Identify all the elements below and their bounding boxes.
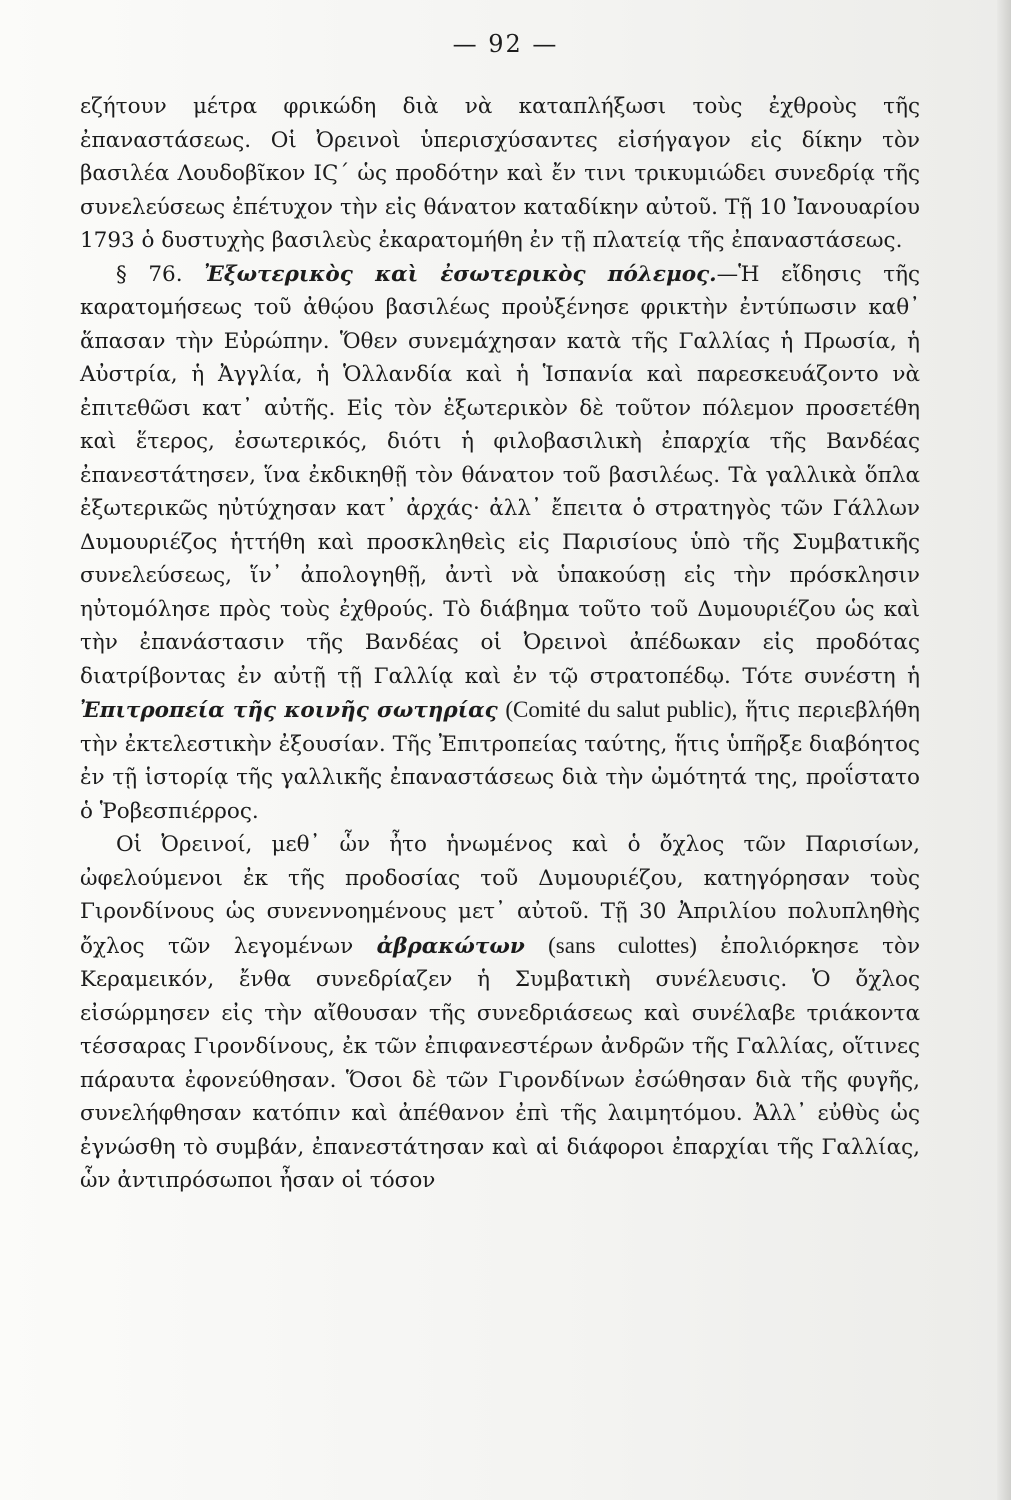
page-number: — 92 — <box>452 30 559 58</box>
section-number: § 76. <box>116 261 183 287</box>
sansculottes-french-term: (sans culottes) <box>548 932 697 958</box>
committee-french-term: (Comité du salut public), <box>505 697 738 722</box>
paragraph-3-text-a: Οἱ Ὀρεινοί, μεθ᾽ ὧν ἦτο ἡνωμένος καὶ ὁ ὄχλος τῶν Παρισίων, ὠφελούμενοι ἐκ τῆς προδοσίας τοῦ Δυμουριέζου, κατηγόρησαν τοὺς Γιρονδίνους ὡς συνεννοημένους μετ᾽ αὐτοῦ. Τῇ 30 Ἀπριλίου πολυπληθὴς ὄχλος τῶν λεγομένων <box>80 832 920 959</box>
paragraph-2-text-a: —Ἡ εἴδησις τῆς καρατομήσεως τοῦ ἀθῴου βασιλέως προὐξένησε φρικτὴν ἐντύπωσιν καθ᾽ ἅπασαν τὴν Εὐρώπην. Ὅθεν συνεμάχησαν κατὰ τῆς Γαλλίας ἡ Πρωσία, ἡ Αὐστρία, ἡ Ἀγγλία, ἡ Ὁλλανδία καὶ ἡ Ἱσπανία καὶ παρεσκευάζοντο νὰ ἐπιτεθῶσι κατ᾽ αὐτῆς. Εἰς τὸν ἐξωτερικὸν δὲ τοῦτον πόλεμον προσετέθη καὶ ἕτερος, ἐσωτερικός, διότι ἡ φιλοβασιλικὴ ἐπαρχία τῆς Βανδέας ἐπανεστάτησεν, ἵνα ἐκδικηθῇ τὸν θάνατον τοῦ βασιλέως. Τὰ γαλλικὰ ὅπλα ἐξωτερικῶς ηὐτύχησαν κατ᾽ ἀρχάς· ἀλλ᾽ ἔπειτα ὁ στρατηγὸς τῶν Γάλλων Δυμουριέζος ἡττήθη καὶ προσκληθεὶς εἰς Παρισίους ὑπὸ τῆς Συμβατικῆς συνελεύσεως, ἵν᾽ ἀπολογηθῇ, ἀντὶ νὰ ὑπακούσῃ εἰς τὴν πρόσκλησιν ηὐτομόλησε πρὸς τοὺς ἐχθρούς. Τὸ διάβημα τοῦτο τοῦ Δυμουριέζου ὡς καὶ τὴν ἐπανάστασιν τῆς Βανδέας οἱ Ὀρεινοὶ ἀπέδωκαν εἰς προδότας διατρίβοντας ἐν αὐτῇ τῇ Γαλλίᾳ καὶ ἐν τῷ στρατοπέδῳ. Τότε συνέστη ἡ <box>80 261 921 689</box>
body-text <box>80 90 920 1198</box>
paragraph-1: εζήτουν μέτρα φρικώδη διὰ νὰ καταπλήξωσι τοὺς ἐχθροὺς τῆς ἐπαναστάσεως. Οἱ Ὀρεινοὶ ὑπερισχύσαντες εἰσήγαγον εἰς δίκην τὸν βασιλέα Λουδοβῖκον ΙϚ΄ ὡς προδότην καὶ ἔν τινι τρικυμιώδει συνεδρίᾳ τῆς συνελεύσεως ἐπέτυχον τὴν εἰς θάνατον καταδίκην αὐτοῦ. Τῇ 10 Ἰανουαρίου 1793 ὁ δυστυχὴς βασιλεὺς ἐκαρατομήθη ἐν τῇ πλατείᾳ τῆς ἐπαναστάσεως. <box>80 94 920 253</box>
sansculottes-term: ἀβρακώτων <box>376 933 525 959</box>
section-heading: Ἐξωτερικὸς καὶ ἐσωτερικὸς πόλεμος. <box>204 261 717 287</box>
paragraph-3 <box>80 828 920 1198</box>
page-edge-shadow <box>997 0 1011 1500</box>
paragraph-2 <box>80 258 920 829</box>
paragraph-3-text-b: ἐπολιόρκησε τὸν Κεραμεικόν, ἔνθα συνεδρίαζεν ἡ Συμβατικὴ συνέλευσις. Ὁ ὄχλος εἰσώρμησεν εἰς τὴν αἴθουσαν τῆς συνεδριάσεως καὶ συνέλαβε τριάκοντα τέσσαρας Γιρονδίνους, ἐκ τῶν ἐπιφανεστέρων ἀνδρῶν τῆς Γαλλίας, οἵτινες πάραυτα ἐφονεύθησαν. Ὅσοι δὲ τῶν Γιρονδίνων ἐσώθησαν διὰ τῆς φυγῆς, συνελήφθησαν κατόπιν καὶ ἀπέθανον ἐπὶ τῆς λαιμητόμου. Ἀλλ᾽ εὐθὺς ὡς ἐγνώσθη τὸ συμβάν, ἐπανεστάτησαν καὶ αἱ διάφοροι ἐπαρχίαι τῆς Γαλλίας, ὧν ἀντιπρόσωποι ἦσαν οἱ τόσον <box>80 933 921 1193</box>
paragraph-2-text-b: ἥτις περιεβλήθη τὴν ἐκτελεστικὴν ἐξουσίαν. Τῆς Ἐπιτροπείας ταύτης, ἥτις ὑπῆρξε διαβόητος ἐν τῇ ἱστορίᾳ τῆς γαλλικῆς ἐπαναστάσεως διὰ τὴν ὠμότητά της, προΐστατο ὁ Ῥοβεσπιέρρος. <box>80 698 920 824</box>
committee-term: Ἐπιτροπεία τῆς κοινῆς σωτηρίας <box>80 698 498 723</box>
